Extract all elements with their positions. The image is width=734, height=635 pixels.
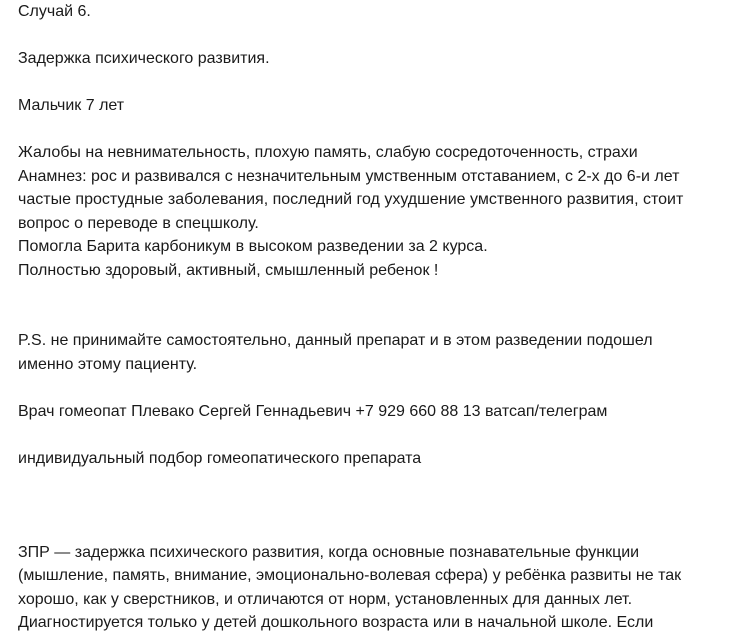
zpr-line: Диагностируется только у детей дошкольного возраста или в начальной школе. Если (18, 614, 654, 631)
anamnesis-line: вопрос о переводе в спецшколу. (18, 214, 259, 232)
result-line: Полностью здоровый, активный, смышленный ребенок ! (18, 261, 439, 279)
case-description (18, 141, 718, 282)
service-description: индивидуальный подбор гомеопатического препарата (18, 449, 422, 467)
document-page (18, 0, 718, 635)
ps-note (18, 329, 718, 376)
zpr-definition (18, 541, 718, 635)
zpr-line: хорошо, как у сверстников, и отличаются от норм, установленных для данных лет. (18, 590, 633, 608)
ps-line: именно этому пациенту. (18, 355, 198, 373)
treatment-line: Помогла Барита карбоникум в высоком разведении за 2 курса. (18, 238, 488, 255)
anamnesis-line: частые простудные заболевания, последний год ухудшение умственного развития, стоит (18, 191, 684, 208)
diagnosis-heading: Задержка психического развития. (18, 50, 270, 67)
patient-info: Мальчик 7 лет (18, 97, 125, 114)
zpr-line: ЗПР — задержка психического развития, когда основные познавательные функции (18, 543, 640, 561)
doctor-contact: Врач гомеопат Плевако Сергей Геннадьевич +7 929 660 88 13 ватсап/телеграм (18, 402, 608, 420)
case-title: Случай 6. (18, 3, 91, 20)
complaints-line: Жалобы на невнимательность, плохую память, слабую сосредоточенность, страхи (18, 144, 638, 161)
anamnesis-line: Анамнез: рос и развивался с незначительным умственным отставанием, с 2-х до 6-и лет (18, 167, 680, 185)
ps-line: P.S. не принимайте самостоятельно, данный препарат и в этом разведении подошел (18, 332, 653, 349)
zpr-line: (мышление, память, внимание, эмоционально-волевая сфера) у ребёнка развиты не так (18, 567, 682, 584)
